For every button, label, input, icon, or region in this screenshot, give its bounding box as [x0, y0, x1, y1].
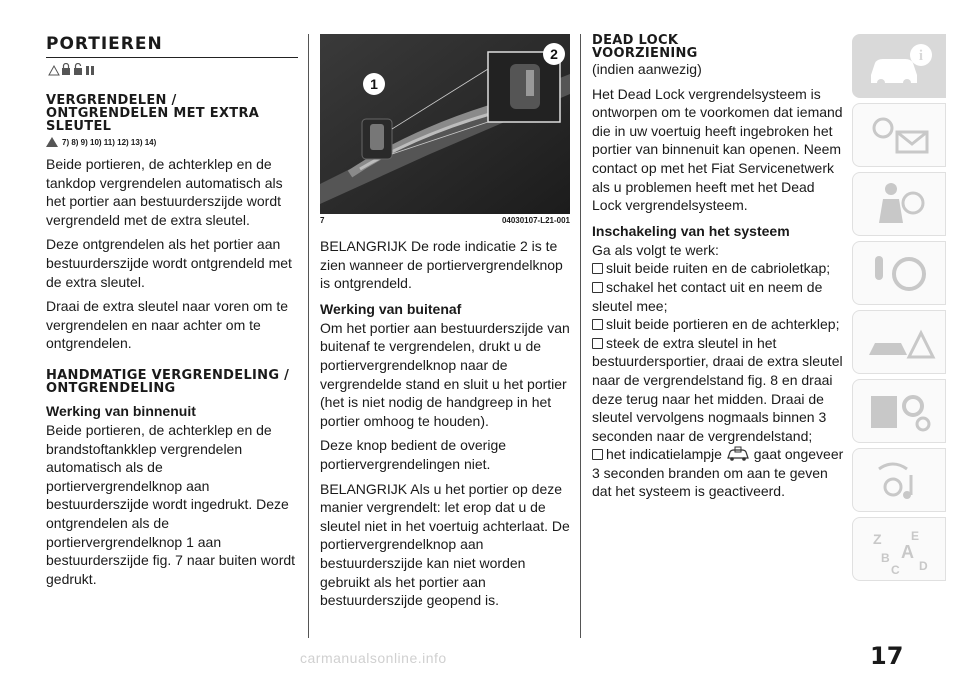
callout-1: 1	[370, 76, 378, 92]
section-heading-extra-key: VERGRENDELEN / ONTGRENDELEN MET EXTRA SLEUTEL	[46, 93, 260, 134]
warning-references	[46, 137, 298, 147]
list-item	[592, 334, 846, 446]
door-lock-figure	[320, 34, 570, 214]
svg-text:A: A	[901, 542, 914, 562]
figure-number: 7	[320, 216, 325, 225]
svg-text:i: i	[918, 48, 924, 64]
page-title: PORTIEREN	[46, 34, 163, 54]
paragraph: Beide portieren, de achterklep en de brandstoftankklep vergrendelen automatisch als de portiervergrendelknop aan bestuurderszijde wordt ingedrukt. Deze ontgrendelen als de portiervergrendelknop 1 aan bestuurderszijde fig. 7 naar buiten wordt gedrukt.	[46, 421, 296, 587]
car-info-icon	[853, 35, 945, 97]
safety-airbag-icon	[853, 173, 945, 235]
title-rule	[46, 57, 298, 58]
column-right	[592, 28, 846, 501]
tab-driving[interactable]	[852, 241, 946, 305]
tab-maintenance[interactable]	[852, 379, 946, 443]
reference-numbers: 7) 8) 9) 10) 11) 12) 13) 14)	[62, 137, 157, 147]
svg-text:C: C	[891, 563, 900, 577]
paragraph: BELANGRIJK Als u het portier op deze manier vergrendelt: let erop dat u de sleutel niet in het voertuig achterlaat. De portiervergrendelknop aan bestuurderszijde kan niet worden gebruikt als het portier aan bestuurderszijde geopend is.	[320, 480, 570, 609]
bullet-icon	[592, 319, 603, 330]
svg-text:B: B	[881, 551, 890, 565]
list-item-text: het indicatielampje	[606, 446, 722, 463]
lock-symbols	[48, 62, 298, 78]
emergency-car-icon	[853, 311, 945, 373]
paragraph: Het Dead Lock vergrendelsysteem is ontworpen om te voorkomen dat iemand die in uw voertuig heeft ingebroken het portier van binnenuit kan openen. Neem contact op met het Fiat Servicenetwerk als u problemen heeft met het Dead Lock vergrendelsysteem.	[592, 85, 843, 214]
list-item-text: schakel het contact uit en neem de sleutel mee;	[592, 278, 823, 314]
list-item	[592, 445, 846, 501]
watermark: carmanualsonline.info	[300, 650, 447, 666]
bullet-icon	[592, 338, 603, 349]
tab-index[interactable]	[852, 517, 946, 581]
chapter-tabs	[852, 34, 944, 586]
bullet-icon	[592, 449, 603, 460]
figure-code: 04030107-L21-001	[501, 216, 570, 225]
tab-warning-lights[interactable]	[852, 103, 946, 167]
bullet-icon	[592, 263, 603, 274]
warning-lights-icon	[853, 104, 945, 166]
svg-text:E: E	[911, 529, 920, 543]
list-item-text: gaat ongeveer 3 seconden branden om aan te geven dat het systeem is geactiveerd.	[592, 446, 844, 500]
tab-emergency[interactable]	[852, 310, 946, 374]
figure-caption	[320, 216, 570, 225]
svg-text:D: D	[919, 559, 928, 573]
paragraph: BELANGRIJK De rode indicatie 2 is te zien wanneer de portiervergrendelknop is ontgrendeld.	[320, 238, 563, 292]
section-heading-manual-lock: HANDMATIGE VERGRENDELING / ONTGRENDELING	[46, 367, 290, 396]
bullet-icon	[592, 282, 603, 293]
list-item-text: steek de extra sleutel in het bestuurdersportier, draai de extra sleutel naar de vergrendelstand fig. 8 en draai deze terug naar het midden. Draai de sleutel vervolgens nogmaals binnen 3 seconden naar de vergrendelstand;	[592, 334, 843, 444]
list-item	[592, 259, 846, 278]
multimedia-icon	[853, 449, 945, 511]
door-panel-illustration	[320, 34, 570, 214]
list-item-text: sluit beide portieren en de achterklep;	[606, 316, 840, 333]
column-divider	[308, 34, 309, 638]
tab-multimedia[interactable]	[852, 448, 946, 512]
list-item	[592, 315, 846, 334]
index-letters-icon	[853, 518, 945, 580]
car-lock-indicator-icon	[726, 446, 750, 462]
tab-car-info[interactable]	[852, 34, 946, 98]
column-left	[46, 28, 298, 594]
paragraph: Om het portier aan bestuurderszijde van buitenaf te vergrendelen, drukt u de portiervergrendelknop naar de vergrendelde stand en sluit u het portier (het is niet nodig de handgreep in het portier omhoog te houden).	[320, 319, 570, 429]
lock-symbols-icon	[48, 63, 98, 77]
paragraph: Beide portieren, de achterklep en de tankdop vergrendelen automatisch als het portier aan bestuurderszijde wordt vergrendeld met de extra sleutel.	[46, 156, 283, 228]
paragraph: Ga als volgt te werk:	[592, 241, 719, 258]
list-item-text: sluit beide ruiten en de cabrioletkap;	[606, 260, 831, 277]
svg-text:Z: Z	[873, 531, 882, 547]
callout-2: 2	[550, 46, 558, 62]
heading-line: VOORZIENING	[592, 46, 698, 61]
subheading-activation: Inschakeling van het systeem	[592, 222, 790, 239]
section-heading-dead-lock	[592, 34, 846, 60]
paragraph: Draai de extra sleutel naar voren om te vergrendelen en naar achter om te ontgrendelen.	[46, 298, 289, 352]
heading-note: (indien aanwezig)	[592, 61, 702, 77]
page-number: 17	[870, 642, 904, 670]
subheading-inside: Werking van binnenuit	[46, 402, 196, 419]
subheading-outside: Werking van buitenaf	[320, 300, 462, 317]
tab-safety[interactable]	[852, 172, 946, 236]
warning-triangle-icon	[46, 137, 58, 147]
column-middle	[320, 28, 570, 616]
paragraph: Deze knop bedient de overige portiervergrendelingen niet.	[320, 437, 507, 472]
paragraph: Deze ontgrendelen als het portier aan bestuurderszijde wordt ontgrendeld met de extra sleutel.	[46, 236, 292, 290]
heading-line: DEAD LOCK	[592, 33, 679, 48]
maintenance-gears-icon	[853, 380, 945, 442]
steering-wheel-icon	[853, 242, 945, 304]
list-item	[592, 278, 846, 315]
column-divider	[580, 34, 581, 638]
